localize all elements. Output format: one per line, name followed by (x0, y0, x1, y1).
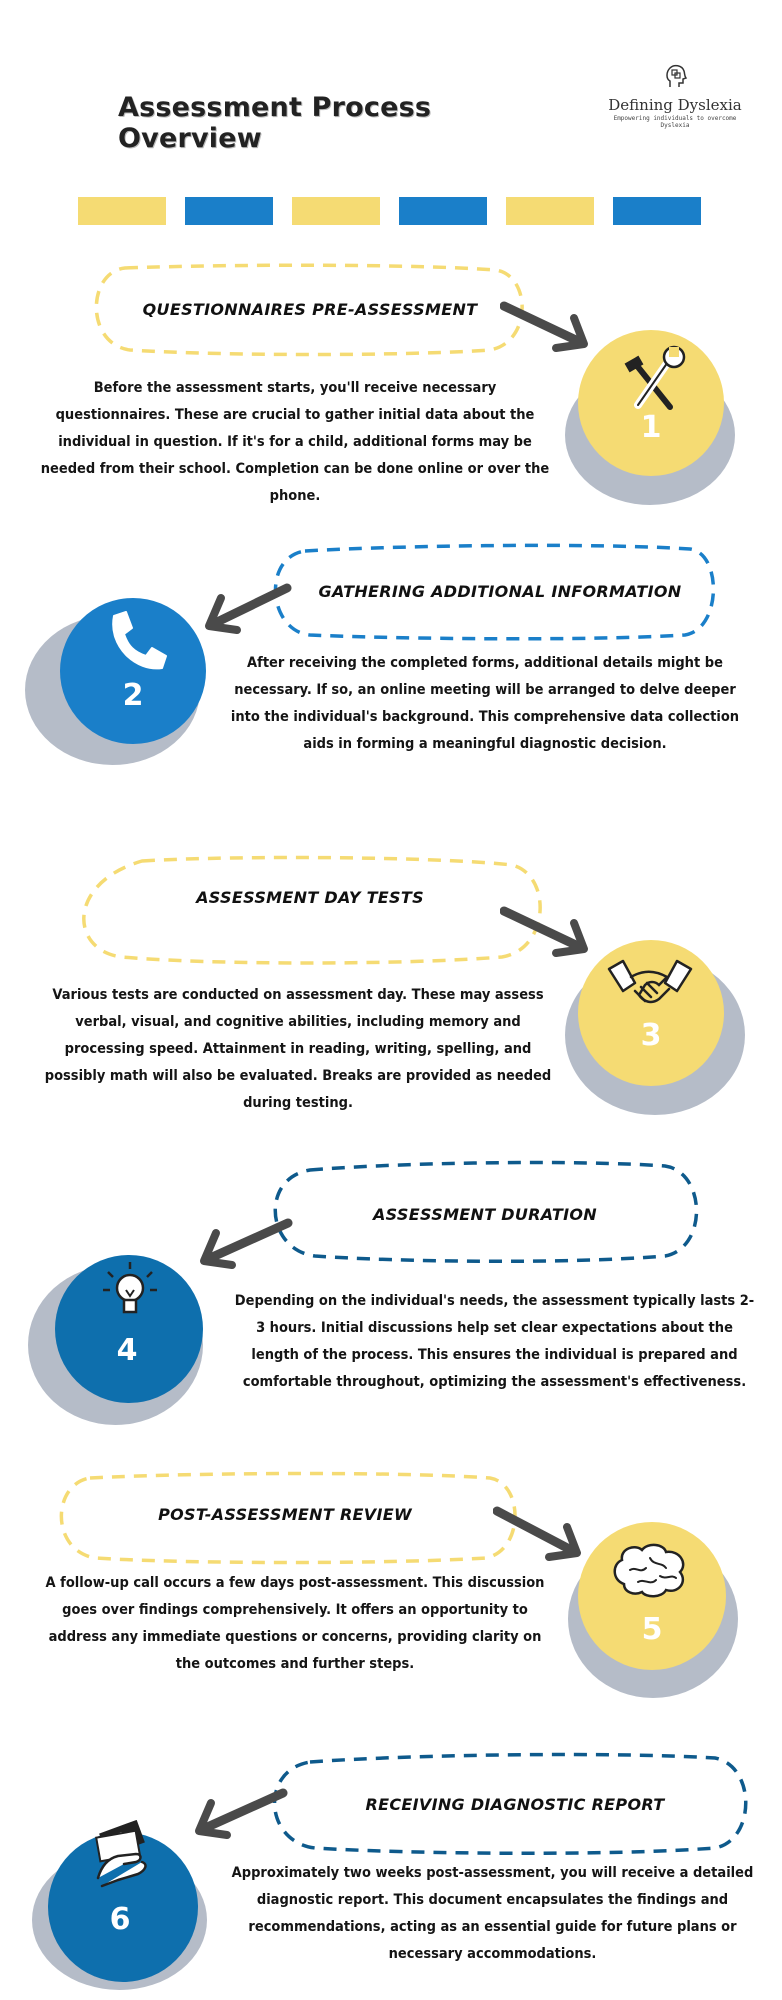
logo-name: Defining Dyslexia (608, 96, 742, 114)
arrow-icon (500, 905, 600, 965)
step-number: 5 (641, 1612, 663, 1647)
phone-icon (100, 608, 170, 678)
step-description: A follow-up call occurs a few days post-assessment. This discussion goes over findings comprehensively. It offers an opportunity to address any immediate questions or concerns, providing clarity on the outcomes and further steps. (45, 1575, 545, 1672)
arrow-icon (190, 1215, 295, 1275)
step-description: Various tests are conducted on assessment day. These may assess verbal, visual, and cognitive abilities, including memory and processing speed. Attainment in reading, writing, spelling, and possibly math will also be evaluated. Breaks are provided as needed during testing. (44, 987, 552, 1111)
brain-icon (610, 1540, 690, 1600)
stripe-segment (78, 197, 166, 225)
stripe-segment (292, 197, 380, 225)
tools-icon (612, 345, 692, 415)
step-title: POST-ASSESSMENT REVIEW (158, 1505, 412, 1524)
step-number: 2 (122, 678, 144, 713)
step-description: Approximately two weeks post-assessment, you will receive a detailed diagnostic report. This document encapsulates the findings and recommendations, acting as an essential guide for future plans or necessary accommodations. (231, 1865, 754, 1962)
step-number: 6 (109, 1902, 131, 1937)
stripe-segment (506, 197, 594, 225)
step-title: QUESTIONNAIRES PRE-ASSESSMENT (142, 300, 478, 319)
handshake-icon (605, 955, 695, 1015)
step-title: ASSESSMENT DURATION (373, 1205, 597, 1224)
stripe-segment (613, 197, 701, 225)
arrow-icon (493, 1505, 593, 1570)
money-hand-icon (88, 1820, 158, 1895)
stripe-segment (185, 197, 273, 225)
arrow-icon (500, 300, 600, 360)
logo (600, 62, 750, 142)
step-title: RECEIVING DIAGNOSTIC REPORT (365, 1795, 665, 1814)
step-description: Depending on the individual's needs, the assessment typically lasts 2-3 hours. Initial discussions help set clear expectations about the length of the process. This ensures the individual is prepared and comfortable throughout, optimizing the assessment's effectiveness. (234, 1293, 755, 1390)
page-title: Assessment Process Overview (118, 92, 432, 154)
lightbulb-icon (102, 1260, 158, 1330)
dashed-bubble (62, 853, 552, 968)
arrow-icon (185, 1785, 290, 1845)
step-number: 3 (640, 1018, 662, 1053)
step-number: 4 (116, 1333, 138, 1368)
step-number: 1 (640, 410, 662, 445)
step-title: GATHERING ADDITIONAL INFORMATION (318, 582, 682, 601)
step-title: ASSESSMENT DAY TESTS (196, 888, 424, 907)
head-icon (661, 62, 689, 90)
step-description: Before the assessment starts, you'll receive necessary questionnaires. These are crucial to gather initial data about the individual in question. If it's for a child, additional forms may be needed from their school. Completion can be done online or over the phone. (40, 380, 550, 504)
stripe-segment (399, 197, 487, 225)
logo-tagline: Empowering individuals to overcome Dyslexia (613, 115, 737, 129)
arrow-icon (195, 580, 295, 640)
step-description: After receiving the completed forms, additional details might be necessary. If so, an online meeting will be arranged to delve deeper into the individual's background. This comprehensive data collection aids in forming a meaningful diagnostic decision. (230, 655, 740, 752)
